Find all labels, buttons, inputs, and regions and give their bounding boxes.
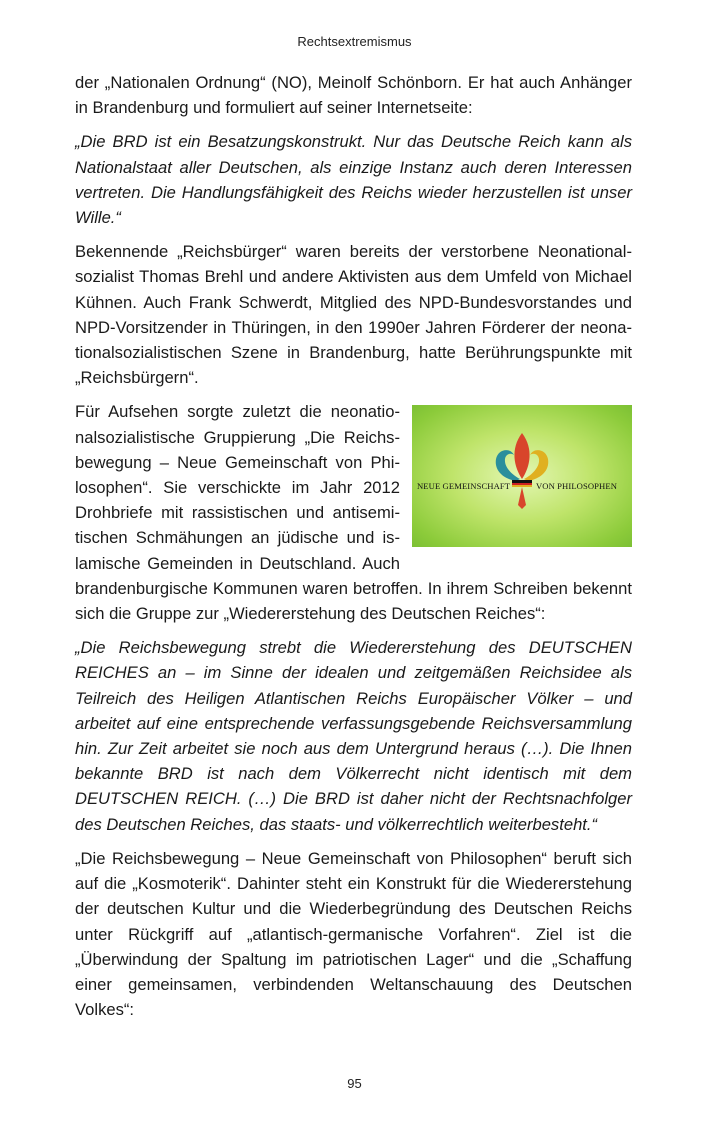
- paragraph-reichsbuerger: Bekennende „Reichsbürger“ waren bereits der verstorbene Neonationalsozialist Thomas Brehl und andere Aktivisten aus dem Umfeld von Michael Kühnen. Auch Frank Schwerdt, Mitglied des NPD-Bundesvorstandes und NPD-Vorsitzender in Thüringen, in den 1990er Jahren Förderer der neonationalsozialistischen Szene in Brandenburg, hatte Berührungspunkte mit „Reichsbürgern“.: [75, 242, 632, 388]
- logo-label-right: VON PHILOSOPHEN: [536, 481, 617, 492]
- block-quote-reichsbewegung: „Die Reichsbewegung strebt die Wiedererstehung des DEUTSCHEN REICHES an – im Sinne der idealen und zeitgemäßen Reichsidee als Teilreich des Heiligen Atlantischen Reichs Europäischer Völker – und arbeitet auf eine entsprechende verfassungsgebende Reichsversammlung hin. Zur Zeit arbeitet sie noch aus dem Untergrund heraus (…). Die Ihnen bekannte BRD ist nach dem Völkerrecht nicht identisch mit dem DEUTSCHEN REICH. (…) Die BRD ist daher nicht der Rechtsnachfolger des Deutschen Reiches, das staats- und völkerrechtlich weiterbesteht.“: [75, 638, 632, 834]
- center-petal: [514, 433, 529, 479]
- band-gold: [512, 485, 532, 487]
- logo-image-neue-gemeinschaft: [412, 405, 632, 547]
- paragraph-kosmoterik: „Die Reichsbewegung – Neue Gemeinschaft von Philosophen“ beruft sich auf die „Kosmoterik“. Dahinter steht ein Konstrukt für die Wiedererstehung der deutschen Kultur und die Wiederbegründung des Deutschen Reichs unter Rückgriff auf „atlantisch-germanische Vorfahren“. Ziel ist die „Überwindung der Spaltung im patriotischen Lager“ und die „Schaffung einer gemeinsamen, verbindenden Weltanschauung des Deutschen Volkes“:: [75, 848, 632, 1020]
- band-red: [512, 483, 532, 485]
- stem: [518, 487, 526, 509]
- logo-label-left: NEUE GEMEINSCHAFT: [417, 481, 511, 492]
- band-black: [512, 480, 532, 483]
- paragraph-intro: der „Nationalen Ordnung“ (NO), Meinolf Schönborn. Er hat auch Anhänger in Brandenburg und formuliert auf seiner Internetseite:: [75, 73, 632, 118]
- block-quote-besatzung: „Die BRD ist ein Besatzungskonstrukt. Nur das Deutsche Reich kann als Nationalstaat aller Deutschen, als einzige Instanz auch deren Interessen vertreten. Die Handlungsfähigkeit des Reichs wieder herzustellen ist unser Wille.“: [75, 132, 632, 228]
- paragraph-reichsbewegung: Für Aufsehen sorgte zuletzt die neonationalsozialistische Gruppierung „Die Reichsbewegung – Neue Gemeinschaft von Philosophen“. Sie verschickte im Jahr 2012 Drohbriefe mit rassistischen und antisemitischen Schmähungen an jüdische und islamische Gemeinden in Deutschland. Auch brandenburgische Kommunen waren betroffen. In ihrem Schreiben bekennt sich die Gruppe zur „Wiedererstehung des Deutschen Reiches“:: [75, 402, 632, 624]
- running-title: Rechtsextremismus: [297, 34, 412, 49]
- page-body: [75, 70, 632, 1031]
- page-number: 95: [347, 1076, 362, 1091]
